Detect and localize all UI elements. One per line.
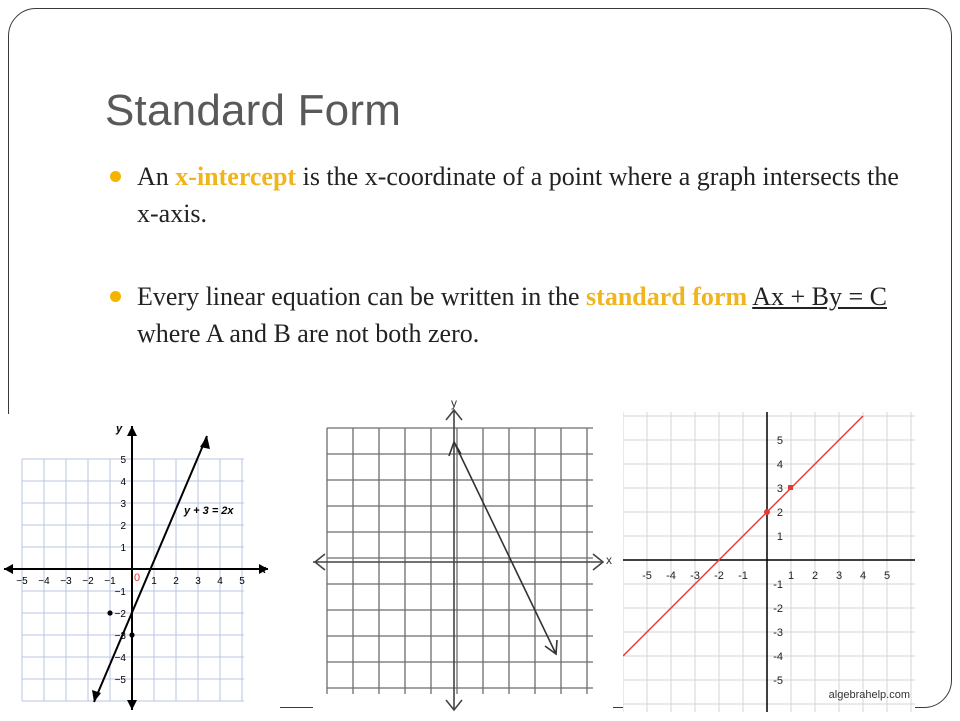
x-tick-label: −4 xyxy=(38,576,50,587)
x-tick-label: −5 xyxy=(16,576,28,587)
y-tick-label: 3 xyxy=(120,499,126,510)
origin-label: 0 xyxy=(134,572,141,584)
y-axis-label: y xyxy=(451,396,457,410)
bullet-list xyxy=(110,158,910,352)
bullet2-term: standard form xyxy=(586,282,748,311)
x-tick-label: 2 xyxy=(173,576,179,587)
y-axis-arrow-icon xyxy=(127,426,137,436)
x-tick-label: -5 xyxy=(642,570,652,582)
x-axis-label: x xyxy=(260,564,267,576)
watermark-text: algebrahelp.com xyxy=(828,689,910,701)
bullet1-text-before: An xyxy=(137,162,176,191)
x-tick-label: -2 xyxy=(714,570,724,582)
y-tick-label: 1 xyxy=(120,543,126,554)
x-tick-label: 1 xyxy=(787,570,795,582)
line-arrow-icon xyxy=(200,436,210,449)
plotted-point xyxy=(107,610,112,615)
x-axis-arrow-icon xyxy=(4,564,13,574)
y-tick-label: −5 xyxy=(114,675,126,686)
y-tick-label: 3 xyxy=(776,483,783,495)
y-tick-label: −4 xyxy=(114,653,126,664)
y-tick-label: 4 xyxy=(120,477,126,488)
y-tick-label: 2 xyxy=(776,507,783,519)
x-tick-label: −2 xyxy=(82,576,94,587)
x-tick-label: −1 xyxy=(104,576,116,587)
bullet-dot-icon xyxy=(110,291,121,302)
bullet2-equation: Ax + By = C xyxy=(752,282,887,311)
x-tick-label: 5 xyxy=(883,570,891,582)
y-tick-label: −3 xyxy=(114,631,126,642)
graph-negative-slope xyxy=(313,396,613,716)
y-tick-label: 4 xyxy=(776,459,783,471)
x-tick-label: 4 xyxy=(859,570,867,582)
graph-algebrahelp-line xyxy=(623,412,915,712)
bullet2-text-before: Every linear equation can be written in the xyxy=(137,282,587,311)
line-arrow-icon xyxy=(92,690,101,702)
x-tick-label: -1 xyxy=(738,570,748,582)
y-intercept-point xyxy=(764,509,770,515)
y-tick-label: 2 xyxy=(120,521,126,532)
y-tick-label: -2 xyxy=(773,603,783,615)
graph-y-plus-3-equals-2x xyxy=(0,414,280,714)
y-axis-arrow-icon xyxy=(127,700,137,710)
line-graph2 xyxy=(454,442,556,654)
y-tick-label: 5 xyxy=(120,455,126,466)
x-tick-label: 2 xyxy=(811,570,819,582)
y-tick-label: -1 xyxy=(773,579,783,591)
x-tick-label: 1 xyxy=(151,576,157,587)
slide-title: Standard Form xyxy=(105,86,402,135)
y-tick-label: −2 xyxy=(114,609,126,620)
y-tick-label: −1 xyxy=(114,587,126,598)
x-tick-label: −3 xyxy=(60,576,72,587)
equation-label: y + 3 = 2x xyxy=(184,505,234,517)
x-tick-label: 4 xyxy=(217,576,223,587)
plotted-point xyxy=(788,485,793,490)
x-tick-label: -3 xyxy=(690,570,700,582)
x-axis-label: x xyxy=(606,553,612,567)
x-tick-label: -4 xyxy=(666,570,676,582)
y-tick-label: 1 xyxy=(776,531,783,543)
bullet-dot-icon xyxy=(110,171,121,182)
y-tick-label: -5 xyxy=(773,675,783,687)
bullet-x-intercept xyxy=(110,158,910,232)
y-tick-label: 5 xyxy=(776,435,783,447)
x-tick-label: 3 xyxy=(195,576,201,587)
bullet2-text-after: where A and B are not both zero. xyxy=(137,319,480,348)
y-tick-label: -4 xyxy=(773,651,783,663)
x-tick-label: 5 xyxy=(239,576,245,587)
y-tick-label: -3 xyxy=(773,627,783,639)
y-intercept-point xyxy=(129,632,134,637)
bullet1-text-after: is the x-coordinate of a point where a graph intersects the x-axis. xyxy=(137,162,899,228)
x-tick-label: 3 xyxy=(835,570,843,582)
y-axis-label: y xyxy=(116,423,123,435)
bullet-standard-form xyxy=(110,278,910,352)
bullet1-term: x-intercept xyxy=(175,162,297,191)
